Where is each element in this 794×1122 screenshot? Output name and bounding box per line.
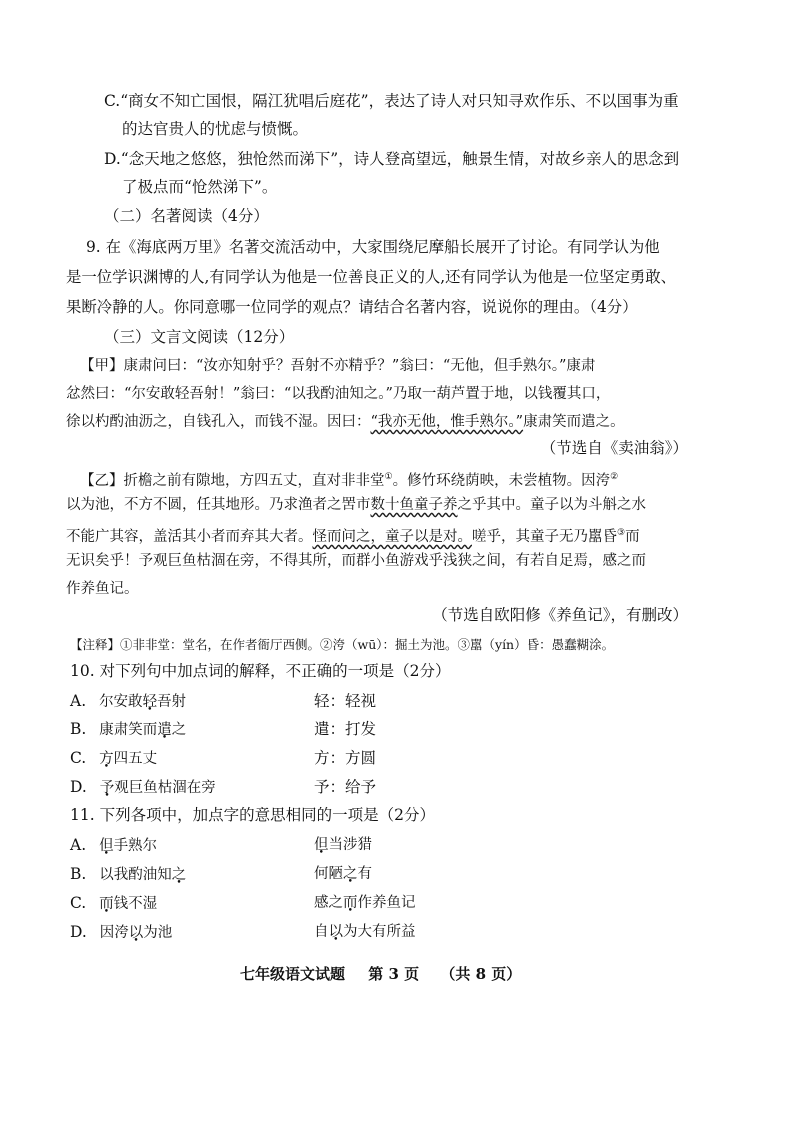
option-label: B.	[70, 865, 87, 883]
yi-line1	[80, 466, 618, 492]
dotted-char: 以	[128, 925, 144, 941]
option-a-post: 钱不湿	[113, 896, 158, 912]
option-a-pre: 因洿	[99, 925, 129, 941]
option-text-post: 观巨鱼枯涸在旁	[114, 780, 216, 796]
q9-line3: 果断冷静的人。你同意哪一位同学的观点？请结合名著内容，说说你的理由。（4分）	[66, 298, 638, 316]
yi-line4: 无识矣乎！予观巨鱼枯涸在旁，不得其所，而群小鱼游戏乎浅狭之间，有若自足焉，感之而	[66, 553, 646, 569]
yi-line1-b: 。修竹环绕荫映，未尝植物。因洿	[392, 472, 611, 489]
option-gloss: 轻：轻视	[314, 692, 377, 710]
option-a-post: 为池	[143, 925, 173, 941]
q8-option-d-line1: D.“念天地之悠悠，独怆然而涕下”，诗人登高望远，触景生情，对故乡亲人的思念到	[104, 150, 680, 168]
dotted-char: 但	[314, 837, 329, 853]
dotted-char: 予	[99, 780, 115, 796]
option-a-pre: 以我酌油知	[99, 867, 172, 883]
option-label: D.	[70, 923, 87, 941]
option-gloss: 予：给予	[314, 778, 377, 796]
section3-title: （三）文言文阅读（12分）	[104, 328, 295, 346]
footnote-ref-1: ①	[384, 472, 393, 482]
option-b-post: 有	[357, 866, 372, 882]
yi-line1-a: 【乙】折檐之前有隙地，方四五丈，直对非非堂	[80, 472, 385, 489]
option-label: A.	[70, 836, 87, 854]
yi-line2	[66, 494, 646, 516]
jia-line3-c: 康肃笑而遣之。	[523, 414, 625, 430]
yi-line3-a: 不能广其容，盖活其小者而弃其大者。	[66, 528, 313, 545]
q11-option-c	[70, 892, 730, 915]
option-text-post: 之	[171, 722, 187, 738]
q8-option-c-line1: C.“商女不知亡国恨，隔江犹唱后庭花”，表达了诗人对只知寻欢作乐、不以国事为重	[104, 92, 679, 110]
dotted-char: 而	[343, 895, 358, 911]
q11-option-b	[70, 863, 730, 886]
jia-line2: 忿然曰：“尔安敢轻吾射！”翁曰：“以我酌油知之。”乃取一葫芦置于地，以钱覆其口，	[66, 386, 611, 402]
q10-option-a	[70, 690, 730, 713]
option-b-post: 作养鱼记	[357, 895, 416, 911]
option-text-pre: 康肃笑而	[99, 722, 158, 738]
footer-total-pages: （共 8 页）	[440, 965, 522, 983]
option-label: D.	[70, 778, 87, 796]
dotted-char: 遣	[157, 722, 172, 738]
option-text-post: 四五丈	[113, 751, 158, 767]
option-text-post: 吾射	[157, 694, 187, 710]
option-gloss: 方：方圆	[314, 749, 377, 767]
yi-line3-d: 而	[625, 528, 640, 545]
option-b-pre: 感之	[314, 895, 343, 911]
dotted-char: 而	[99, 896, 114, 912]
option-label: B.	[70, 720, 87, 738]
q8-option-c-line2: 的达官贵人的忧虑与愤慨。	[122, 120, 309, 138]
section2-title: （二）名著阅读（4分）	[104, 207, 269, 225]
option-b-post: 为大有所益	[343, 924, 416, 940]
footnote-ref-2: ②	[610, 472, 619, 482]
footer-page-number: 第 3 页	[368, 965, 420, 983]
jia-line3-a: 徐以杓酌油沥之，自钱孔入，而钱不湿。因曰：	[66, 414, 371, 430]
jia-line1: 【甲】康肃问曰：“汝亦知射乎？吾射不亦精乎？”翁曰：“无他，但手熟尔。”康肃	[80, 358, 596, 374]
dotted-char: 但	[99, 838, 114, 854]
dotted-char: 之	[171, 867, 187, 883]
dotted-char: 以	[328, 924, 343, 940]
jia-line3	[66, 411, 625, 433]
q10-option-d	[70, 776, 730, 799]
option-b-pre: 何陋	[314, 866, 343, 882]
yi-line2-c: 之乎其中。童子以为斗斛之水	[457, 497, 646, 513]
q11-stem: 11. 下列各项中，加点字的意思相同的一项是（2分）	[70, 806, 435, 824]
q9-line2: 是一位学识渊博的人,有同学认为他是一位善良正义的人,还有同学认为他是一位坚定勇敢、	[66, 268, 677, 286]
yi-line3-c: 嗟乎，其童子无乃嚚昏	[472, 528, 617, 545]
option-label: C.	[70, 749, 87, 767]
footer-subject: 七年级语文试题	[240, 965, 346, 983]
q10-option-c	[70, 747, 730, 770]
q11-option-d	[70, 921, 730, 944]
dotted-char: 轻	[142, 694, 158, 710]
yi-line3	[66, 522, 640, 548]
option-gloss: 遣：打发	[314, 720, 377, 738]
yi-source: （节选自欧阳修《养鱼记》，有删改）	[432, 606, 688, 624]
yi-line2-wavy: 数十鱼童子养	[370, 497, 458, 513]
page-footer	[240, 963, 521, 985]
option-b-post: 当涉猎	[328, 837, 372, 853]
q10-stem: 10. 对下列句中加点词的解释，不正确的一项是（2分）	[70, 662, 451, 680]
footnote-ref-3: ③	[617, 528, 626, 538]
option-b-pre: 自	[314, 924, 329, 940]
dotted-char: 方	[99, 751, 114, 767]
yi-line2-a: 以为池，不方不圆，任其地形。乃求渔者之罟市	[66, 497, 371, 513]
q8-option-d-line2: 了极点而“怆然涕下”。	[122, 178, 278, 196]
q11-option-a	[70, 834, 730, 857]
dotted-char: 之	[343, 866, 358, 882]
option-text-pre: 尔安敢	[99, 694, 143, 710]
option-label: A.	[70, 692, 87, 710]
q10-option-b	[70, 718, 730, 741]
yi-line3-wavy: 怪而问之，童子以是对。	[312, 528, 472, 545]
option-label: C.	[70, 894, 87, 912]
jia-line3-wavy: “我亦无他，惟手熟尔。”	[370, 414, 524, 430]
annotation-note: 【注释】①非非堂：堂名，在作者衙厅西侧。②洿（wū）：掘土为池。③嚚（yín）昏：愚蠢糊涂。	[70, 637, 615, 652]
q9-line1: 9. 在《海底两万里》名著交流活动中，大家围绕尼摩船长展开了讨论。有同学认为他	[86, 238, 660, 256]
option-a-post: 手熟尔	[113, 838, 158, 854]
yi-line5: 作养鱼记。	[66, 581, 139, 597]
jia-source: （节选自《卖油翁》）	[540, 439, 688, 457]
